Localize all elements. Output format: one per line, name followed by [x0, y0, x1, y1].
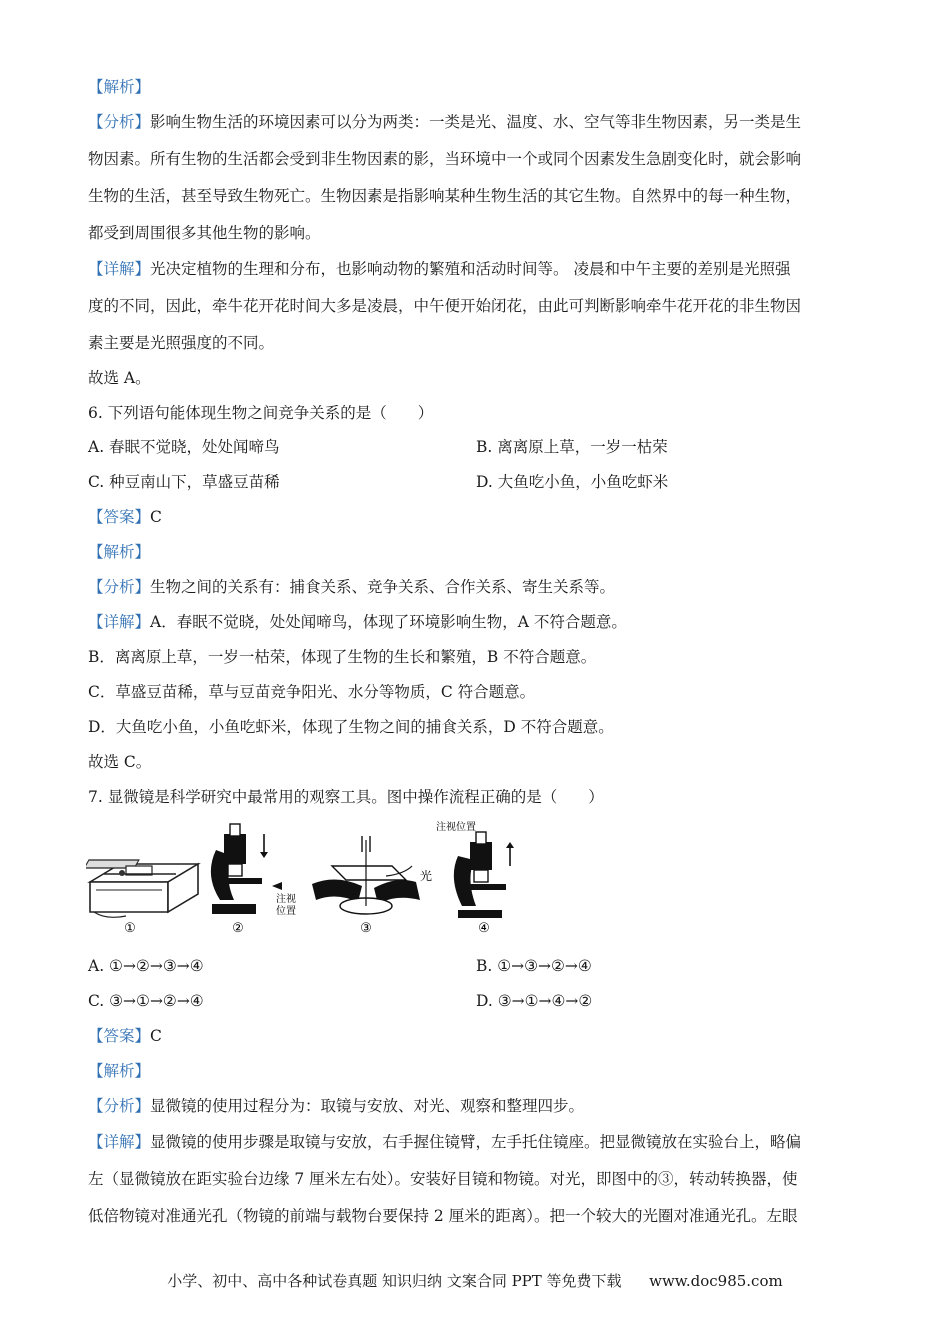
q7-option-b: B. ①→③→②→④ — [476, 957, 592, 975]
step-2-annotation-watch: 注视 — [276, 894, 296, 905]
footer-url-link[interactable]: www.doc985.com — [649, 1272, 783, 1290]
detail-paragraph-line: 低倍物镜对准通光孔（物镜的前端与载物台要保持 2 厘米的距离）。把一个较大的光圈对准通光孔。左眼 — [88, 1207, 798, 1225]
step-2-illustration — [211, 824, 282, 914]
analysis-paragraph-line: 物因素。所有生物的生活都会受到非生物因素的影，当环境中一个或同个因素发生急剧变化时，就会影响 — [88, 150, 802, 168]
detail-tag: 【详解】 — [88, 260, 151, 278]
q7-option-a: A. ①→②→③→④ — [88, 957, 204, 975]
question-7: 7. 显微镜是科学研究中最常用的观察工具。图中操作流程正确的是（ ） — [88, 788, 604, 806]
detail-paragraph-line: C．草盛豆苗稀，草与豆苗竞争阳光、水分等物质，C 符合题意。 — [88, 683, 536, 701]
q7-option-c: C. ③→①→②→④ — [88, 992, 204, 1010]
analysis-paragraph-line: 【分析】生物之间的关系有：捕食关系、竞争关系、合作关系、寄生关系等。 — [88, 578, 616, 596]
detail-paragraph-line: D．大鱼吃小鱼，小鱼吃虾米，体现了生物之间的捕食关系，D 不符合题意。 — [88, 718, 614, 736]
step-2-label: ② — [232, 921, 244, 936]
analysis-paragraph-line: 都受到周围很多其他生物的影响。 — [88, 224, 321, 242]
footer-text: 小学、初中、高中各种试卷真题 知识归纳 文案合同 PPT 等免费下载 — [167, 1272, 622, 1290]
page-footer — [0, 1270, 950, 1291]
step-3-light-label: 光 — [420, 869, 433, 883]
analysis-paragraph-line: 【分析】影响生物生活的环境因素可以分为两类：一类是光、温度、水、空气等非生物因素，另一类是生 — [88, 113, 802, 131]
analysis-tag: 【分析】 — [88, 113, 151, 131]
step-4-illustration — [454, 832, 514, 918]
detail-paragraph-line: 【详解】光决定植物的生理和分布，也影响动物的繁殖和活动时间等。 凌晨和中午主要的差别是光照强 — [88, 260, 791, 278]
detail-paragraph-line: 【详解】A．春眠不觉晓，处处闻啼鸟，体现了环境影响生物，A 不符合题意。 — [88, 613, 627, 631]
analysis-heading: 【解析】 — [88, 543, 151, 561]
step-1-label: ① — [124, 921, 136, 936]
detail-paragraph-line: 左（显微镜放在距实验台边缘 7 厘米左右处）。安装好目镜和物镜。对光，即图中的③，转动转换器，使 — [88, 1170, 798, 1188]
step-2-annotation-position: 位置 — [276, 906, 296, 917]
detail-paragraph-line: B．离离原上草，一岁一枯荣，体现了生物的生长和繁殖，B 不符合题意。 — [88, 648, 597, 666]
step-1-illustration — [86, 860, 198, 917]
analysis-heading: 【解析】 — [88, 1062, 151, 1080]
answer-choice-statement: 故选 C。 — [88, 753, 152, 771]
question-6: 6. 下列语句能体现生物之间竞争关系的是（ ） — [88, 404, 434, 422]
step-4-annotation: 注视位置 — [436, 822, 476, 833]
detail-paragraph-line: 素主要是光照强度的不同。 — [88, 334, 275, 352]
step-3-label: ③ — [360, 921, 372, 936]
q7-answer: 【答案】C — [88, 1027, 162, 1045]
q6-answer: 【答案】C — [88, 508, 162, 526]
answer-choice-statement: 故选 A。 — [88, 369, 151, 387]
analysis-heading: 【解析】 — [88, 78, 151, 96]
detail-paragraph-line: 度的不同，因此，牵牛花开花时间大多是凌晨，中午便开始闭花，由此可判断影响牵牛花开花的非生物因 — [88, 297, 802, 315]
q6-option-a: A. 春眠不觉晓，处处闻啼鸟 — [88, 438, 280, 456]
step-3-illustration — [312, 836, 420, 914]
q6-option-d: D. 大鱼吃小鱼，小鱼吃虾米 — [476, 473, 669, 491]
analysis-paragraph-line: 生物的生活，甚至导致生物死亡。生物因素是指影响某种生物生活的其它生物。自然界中的每一种生物， — [88, 187, 802, 205]
detail-paragraph-line: 【详解】显微镜的使用步骤是取镜与安放，右手握住镜臂，左手托住镜座。把显微镜放在实验台上，略偏 — [88, 1133, 802, 1151]
step-4-label: ④ — [478, 921, 490, 936]
q7-option-d: D. ③→①→④→② — [476, 992, 593, 1010]
q6-option-b: B. 离离原上草，一岁一枯荣 — [476, 438, 668, 456]
microscope-steps-figure — [86, 820, 526, 938]
analysis-paragraph-line: 【分析】显微镜的使用过程分为：取镜与安放、对光、观察和整理四步。 — [88, 1097, 585, 1115]
q6-option-c: C. 种豆南山下，草盛豆苗稀 — [88, 473, 280, 491]
